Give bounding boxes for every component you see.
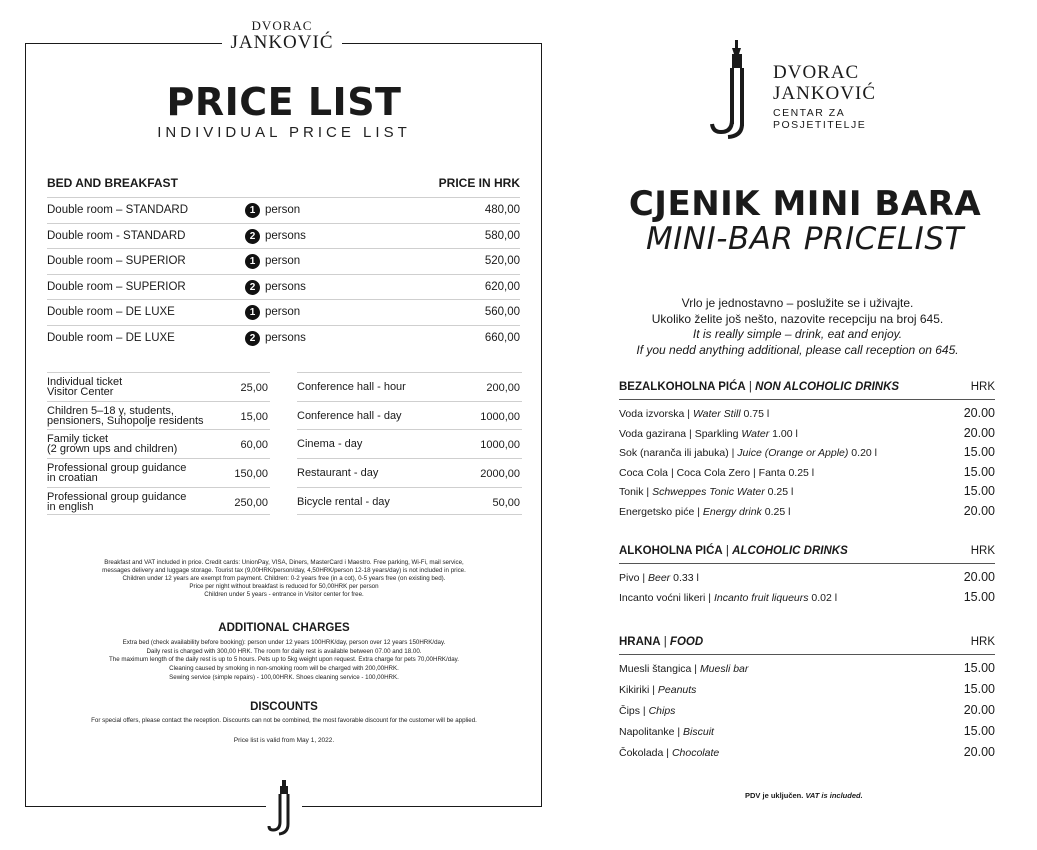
- item-name-en: Water: [741, 427, 770, 440]
- item-size: 0.25 l: [785, 466, 815, 479]
- menu-item: [619, 570, 995, 590]
- menu-item: [619, 682, 995, 703]
- category-header: [619, 381, 995, 397]
- discounts-title: DISCOUNTS: [250, 701, 318, 713]
- item-name-en: Beer: [648, 572, 671, 584]
- item-name-hr: Kikiriki |: [619, 684, 658, 696]
- item-label: [619, 663, 748, 675]
- item-size: 0.25 l: [764, 486, 794, 498]
- logo-line1: DVORAC: [251, 18, 313, 33]
- item-name-hr: Sok (naranča ili jabuka) |: [619, 447, 738, 459]
- item-price: 20.00: [963, 745, 995, 759]
- room-name: Double room – DE LUXE: [47, 306, 175, 318]
- item-name-en: Muesli bar: [699, 663, 749, 675]
- hall-price: 2000,00: [480, 468, 520, 481]
- category-header: [619, 545, 995, 561]
- logo-line2: JANKOVIĆ: [230, 32, 334, 53]
- item-label: [619, 447, 877, 459]
- item-name-en: Water Still: [692, 408, 741, 420]
- intro-line: Ukoliko želite još nešto, nazovite recepciju na broj 645.: [651, 311, 944, 326]
- menu-item: [619, 426, 995, 446]
- item-label: [619, 408, 769, 420]
- item-name-en: Incanto fruit liqueurs: [713, 591, 809, 604]
- item-name-hr: Coca Cola | Coca Cola Zero | Fanta: [619, 466, 786, 479]
- item-label: [619, 684, 696, 696]
- item-price: 15.00: [963, 464, 995, 479]
- category-divider: [619, 563, 995, 564]
- minibar-title: CJENIK MINI BARA: [628, 184, 982, 224]
- persons-label: person: [265, 255, 301, 267]
- hall-label: Conference hall - hour: [297, 381, 406, 393]
- item-price: 15.00: [963, 445, 995, 459]
- hall-label: Conference hall - day: [297, 409, 402, 422]
- item-name-hr: Čokolada |: [619, 747, 672, 759]
- item-label: [619, 486, 793, 498]
- hall-row: [297, 429, 522, 458]
- category-name-en: FOOD: [669, 636, 704, 648]
- menu-item: [619, 661, 995, 682]
- currency-label: HRK: [970, 381, 995, 393]
- item-price: 15.00: [963, 589, 995, 604]
- item-name-hr: Tonik |: [619, 486, 653, 498]
- charge-line: Daily rest is charged with 300,00 HRK. The room for daily rest is available between 07.00 and 18.00.: [146, 647, 422, 655]
- vat-note-hr: PDV je uključen.: [745, 791, 806, 800]
- persons-label: persons: [265, 229, 306, 242]
- item-label: [619, 705, 675, 717]
- item-label: [619, 428, 798, 440]
- dvorac-jankovic-logo: [222, 19, 342, 59]
- visitor-center-logo-text: [773, 63, 876, 131]
- item-label: [619, 506, 790, 518]
- item-label: [619, 572, 699, 584]
- item-label: [619, 747, 719, 759]
- bed-breakfast-heading: BED AND BREAKFAST: [47, 176, 178, 190]
- minibar-subtitle: MINI-BAR PRICELIST: [646, 221, 964, 257]
- item-name-hr: Incanto voćni likeri |: [619, 591, 714, 604]
- person-count-badge: 1: [245, 203, 260, 218]
- category-name-en: NON ALCOHOLIC DRINKS: [755, 381, 900, 393]
- hall-price: 50,00: [492, 496, 520, 509]
- valid-from-text: Price list is valid from May 1, 2022.: [233, 737, 335, 744]
- room-name: Double room - STANDARD: [47, 229, 186, 242]
- room-price: 580,00: [484, 229, 520, 242]
- item-price: 15.00: [963, 724, 995, 738]
- discounts-text: [30, 717, 538, 725]
- room-price: 480,00: [484, 204, 520, 216]
- bed-breakfast-header: [47, 176, 520, 194]
- ticket-label: Professional group guidance in english: [47, 490, 187, 513]
- category-name-en: ALCOHOLIC DRINKS: [732, 545, 848, 557]
- intro-line: If you nedd anything additional, please call reception on 645.: [636, 342, 959, 357]
- ticket-price-table: [47, 372, 270, 515]
- menu-item: [619, 590, 995, 610]
- room-price: 520,00: [484, 255, 520, 267]
- item-size: 0.25 l: [761, 505, 791, 518]
- logo-line2: JANKOVIĆ: [773, 83, 876, 104]
- room-row: [47, 299, 520, 325]
- currency-label: HRK: [970, 545, 995, 557]
- item-name-en: Biscuit: [683, 726, 714, 738]
- ticket-row: [47, 429, 270, 458]
- charge-line: The maximum length of the daily rest is up to 5 hours. Pets up to 5kg weight upon request. Extra charge for pets 70,00HRK/day.: [108, 656, 459, 664]
- price-notes: [30, 559, 538, 599]
- menu-item: [619, 703, 995, 724]
- item-price: 15.00: [963, 682, 995, 696]
- hall-label: Cinema - day: [297, 438, 363, 451]
- ticket-label: Individual ticket Visitor Center: [47, 376, 123, 398]
- menu-item: [619, 745, 995, 766]
- persons-label: persons: [265, 280, 306, 293]
- item-name-en: Peanuts: [657, 684, 697, 696]
- item-name-hr: Muesli štangica |: [619, 663, 700, 675]
- menu-item: [619, 465, 995, 485]
- hall-row: [297, 487, 522, 516]
- item-name-hr: Voda gazirana | Sparkling: [619, 427, 742, 440]
- room-row: [47, 223, 520, 249]
- logo-line1: DVORAC: [773, 62, 860, 83]
- room-name: Double room – DE LUXE: [47, 331, 175, 344]
- charge-line: Extra bed (check availability before booking): person under 12 years 100HRK/day, person over 12 years 150HRK/day.: [122, 639, 446, 646]
- ticket-row: [47, 487, 270, 516]
- category-alcoholic: [619, 545, 995, 609]
- hall-rental-table: [297, 372, 522, 515]
- category-divider: [619, 654, 995, 655]
- item-price: 20.00: [963, 570, 995, 584]
- ticket-price: 25,00: [240, 382, 268, 394]
- hall-price: 1000,00: [480, 439, 520, 452]
- room-row: [47, 197, 520, 223]
- person-count-badge: 2: [245, 331, 260, 346]
- room-name: Double room – SUPERIOR: [47, 280, 186, 293]
- item-name-en: Chips: [648, 705, 676, 717]
- hall-row: [297, 458, 522, 487]
- menu-item: [619, 504, 995, 524]
- hall-label: Restaurant - day: [297, 467, 379, 480]
- discount-line: For special offers, please contact the reception. Discounts can not be combined, the most favorable discount for the customer will be applied.: [91, 717, 477, 724]
- logo-line3: CENTAR ZA: [773, 107, 846, 119]
- item-price: 15.00: [963, 661, 995, 675]
- person-count-badge: 2: [245, 280, 260, 295]
- item-price: 20.00: [963, 406, 995, 420]
- persons-label: persons: [265, 331, 306, 344]
- item-name-hr: Voda izvorska |: [619, 408, 693, 420]
- hall-row: [297, 372, 522, 401]
- item-size: 0.33 l: [670, 572, 699, 584]
- price-list-title: PRICE LIST: [166, 80, 402, 124]
- charge-line: Cleaning caused by smoking in non-smoking room will be charged with 200,00HRK.: [169, 665, 399, 673]
- item-price: 20.00: [963, 503, 995, 518]
- ticket-label: Professional group guidance in croatian: [47, 462, 187, 485]
- castle-j-logo-icon: [266, 780, 302, 836]
- category-name-hr: HRANA: [619, 636, 661, 648]
- room-price: 560,00: [484, 306, 520, 318]
- note-line: Children under 12 years are exempt from payment. Children: 0-2 years free (in a cot), 0-5 years free (on existing bed).: [122, 575, 446, 582]
- ticket-row: [47, 458, 270, 487]
- price-list-subtitle: INDIVIDUAL PRICE LIST: [157, 124, 411, 141]
- minibar-intro: [590, 296, 1005, 358]
- intro-line: It is really simple – drink, eat and enjoy.: [692, 327, 903, 341]
- ticket-price: 15,00: [240, 410, 268, 423]
- item-price: 15.00: [963, 484, 995, 498]
- ticket-row: [47, 372, 270, 401]
- item-price: 20.00: [963, 425, 995, 440]
- castle-j-logo-icon: [708, 40, 766, 140]
- item-size: 0.20 l: [848, 447, 877, 459]
- ticket-label: Family ticket (2 grown ups and children): [47, 433, 178, 456]
- category-food: [619, 636, 995, 766]
- person-count-badge: 1: [245, 305, 260, 320]
- room-price-table: [47, 197, 520, 350]
- note-line: Price per night without breakfast is reduced for 50,00HRK per person: [189, 583, 379, 590]
- category-header: [619, 636, 995, 652]
- category-name-hr: BEZALKOHOLNA PIĆA: [619, 381, 746, 393]
- additional-charges-text: [30, 639, 538, 683]
- item-name-hr: Pivo |: [619, 572, 648, 584]
- ticket-price: 150,00: [234, 468, 268, 481]
- category-name-hr: ALKOHOLNA PIĆA: [619, 545, 723, 557]
- item-name-en: Chocolate: [671, 747, 720, 759]
- vat-note: [619, 791, 1037, 800]
- item-size: 0.75 l: [740, 408, 770, 420]
- currency-label: HRK: [970, 636, 995, 648]
- category-non-alcoholic: [619, 381, 995, 523]
- item-name-en: Schweppes Tonic Water: [652, 486, 765, 498]
- category-divider: [619, 399, 995, 400]
- item-size: 1.00 l: [769, 427, 798, 440]
- person-count-badge: 2: [245, 229, 260, 244]
- item-name-hr: Napolitanke |: [619, 726, 684, 738]
- person-count-badge: 1: [245, 254, 260, 269]
- menu-item: [619, 445, 995, 465]
- ticket-price: 250,00: [234, 496, 268, 509]
- item-name-en: Energy drink: [702, 505, 762, 518]
- ticket-label: Children 5–18 y, students, pensioners, Suhopolje residents: [47, 404, 204, 427]
- hall-price: 200,00: [486, 382, 520, 394]
- room-row: [47, 274, 520, 300]
- room-price: 660,00: [484, 331, 520, 344]
- additional-charges-title: ADDITIONAL CHARGES: [218, 622, 350, 634]
- hall-row: [297, 401, 522, 430]
- room-price: 620,00: [484, 280, 520, 293]
- note-line: Breakfast and VAT included in price. Credit cards: UnionPay, VISA, Diners, MasterCard i Maestro. Free parking, Wi-Fi, mail service,: [104, 559, 464, 566]
- persons-label: person: [265, 306, 301, 318]
- item-price: 20.00: [963, 703, 995, 717]
- room-name: Double room – SUPERIOR: [47, 255, 186, 267]
- ticket-row: [47, 401, 270, 430]
- ticket-price: 60,00: [240, 439, 268, 452]
- price-heading: PRICE IN HRK: [438, 176, 520, 190]
- item-name-hr: Čips |: [619, 705, 649, 717]
- room-row: [47, 248, 520, 274]
- room-name: Double room – STANDARD: [47, 204, 189, 216]
- item-size: 0.02 l: [808, 591, 838, 604]
- room-row: [47, 325, 520, 351]
- menu-item: [619, 406, 995, 426]
- vat-note-en: VAT is included.: [805, 791, 863, 800]
- hall-price: 1000,00: [480, 410, 520, 423]
- menu-item: [619, 484, 995, 504]
- item-label: [619, 592, 837, 604]
- note-line: messages delivery and luggage storage. Tourist tax (9,00HRK/person/day, 4,50HRK/person 12-18 years/day) is not included in price.: [102, 567, 466, 574]
- logo-line4: POSJETITELJE: [773, 119, 867, 131]
- hall-label: Bicycle rental - day: [297, 495, 390, 508]
- category-separator: |: [745, 381, 756, 393]
- category-separator: |: [722, 545, 733, 557]
- note-line: Children under 5 years - entrance in Visitor center for free.: [204, 591, 364, 598]
- item-label: [619, 467, 814, 479]
- persons-label: person: [265, 204, 301, 216]
- menu-item: [619, 724, 995, 745]
- item-name-hr: Energetsko piće |: [619, 505, 703, 518]
- charge-line: Sewing service (simple repairs) - 100,00HRK. Shoes cleaning service - 100,00HRK.: [169, 673, 399, 681]
- intro-line: Vrlo je jednostavno – poslužite se i uživajte.: [681, 296, 914, 310]
- item-name-en: Juice (Orange or Apple): [737, 447, 849, 459]
- category-separator: |: [660, 636, 670, 648]
- item-label: [619, 726, 714, 738]
